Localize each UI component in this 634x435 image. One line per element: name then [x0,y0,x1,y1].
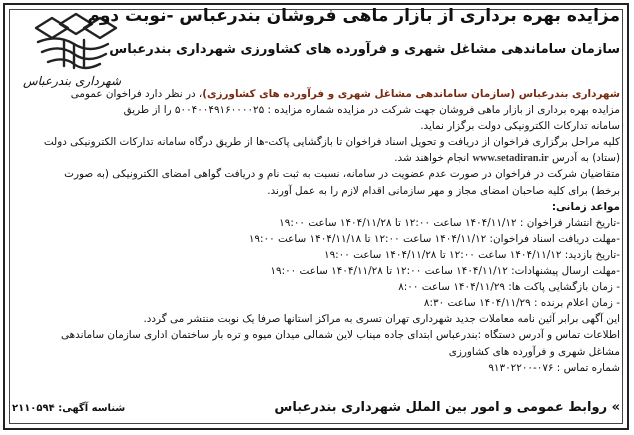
setad-website-link[interactable]: www.setadiran.ir [472,153,549,165]
date-item: -تاریخ انتشار فراخوان : ۱۴۰۴/۱۱/۱۲ ساعت ۱۲:۰۰ تا ۱۴۰۴/۱۱/۲۸ ساعت ۱۹:۰۰ [279,216,620,229]
page-title: مزایده بهره برداری از بازار ماهی فروشان بندرعباس -نوبت دوم [87,6,620,26]
platform-line: سامانه تدارکات الکترونیکی دولت برگزار نماید. [420,120,620,133]
dates-heading: مواعد زمانی: [551,200,620,213]
intro-rest: در نظر دارد فراخوان عمومی [70,88,196,100]
publication-notice: این آگهی برابر آئین نامه معاملات جدید شهرداری تهران تسری به مراکز استانها صرفا یک نوبت منتشر می گردد. [143,313,620,326]
date-item: - زمان بازگشایی پاکت ها: ۱۴۰۴/۱۱/۲۹ ساعت ۸:۰۰ [398,281,620,294]
date-item: -مهلت دریافت اسناد فراخوان: ۱۴۰۴/۱۱/۱۲ ساعت ۱۲:۰۰ تا ۱۴۰۴/۱۱/۱۸ ساعت ۱۹:۰۰ [248,232,620,245]
registration-line: متقاضیان شرکت در فراخوان در صورت عدم عضویت در سامانه، نسبت به ثبت نام و دریافت گواهی امضای الکترونیکی (به صورت [64,168,620,181]
advertisement-body [16,86,620,376]
date-item: -مهلت ارسال پیشنهادات: ۱۴۰۴/۱۱/۱۲ ساعت ۱۲:۰۰ تا ۱۴۰۴/۱۱/۲۸ ساعت ۱۹:۰۰ [270,265,620,278]
footer-publisher: » روابط عمومی و امور بین الملل شهرداری بندرعباس [274,400,620,415]
logo-caption: شهرداری بندرعباس [22,74,122,88]
address-suffix: انجام خواهند شد. [394,152,470,165]
signature-line: برخط) برای کلیه صاحبان امضای مجاز و مهر سازمانی اقدام لازم را به عمل آورند. [267,184,620,197]
page-subtitle: سازمان ساماندهی مشاغل شهری و فرآورده های کشاورزی شهرداری بندرعباس [109,42,620,57]
notice-id: شناسه آگهی: ۲۱۱۰۵۹۴ [12,403,126,414]
auction-number-line: مزایده بهره برداری از بازار ماهی فروشان جهت شرکت در مزایده شماره مزایده : ۵۰۰۴۰۰۴۹۱۶۰۰۰۰۲۵ را از طریق [123,104,620,117]
date-item: - زمان اعلام برنده : ۱۴۰۴/۱۱/۲۹ ساعت ۸:۳۰ [423,297,620,310]
contact-address-line: اطلاعات تماس و آدرس دستگاه :بندرعباس ابتدای جاده میناب لاین شمالی میدان میوه و تره بار ساختمان اداری سازمان ساماندهی [61,329,620,342]
contact-address-line-2: مشاغل شهری و فرآورده های کشاورزی [448,345,620,358]
address-line [16,150,620,166]
publisher-name: روابط عمومی و امور بین الملل شهرداری بندرعباس [274,400,608,415]
date-item: -تاریخ بازدید: ۱۴۰۴/۱۱/۱۲ ساعت ۱۲:۰۰ تا ۱۴۰۴/۱۱/۲۸ ساعت ۱۹:۰۰ [323,248,620,261]
address-prefix: (ستاد) به آدرس [551,152,620,165]
contact-phone: شماره تماس : ۰۷۶-۹۱۳۰۲۲۰۰ [488,361,620,374]
organization-name: شهرداری بندرعباس (سازمان ساماندهی مشاغل شهری و فرآورده های کشاورزی) [202,88,620,100]
intro-line: شهرداری بندرعباس (سازمان ساماندهی مشاغل شهری و فرآورده های کشاورزی)، در نظر دارد فراخوان عمومی [70,88,620,100]
process-line: کلیه مراحل برگزاری فراخوان از دریافت و تحویل اسناد فراخوان تا بازگشایی پاکت-ها از طریق درگاه سامانه تدارکات الکترونیکی دولت [43,136,620,149]
